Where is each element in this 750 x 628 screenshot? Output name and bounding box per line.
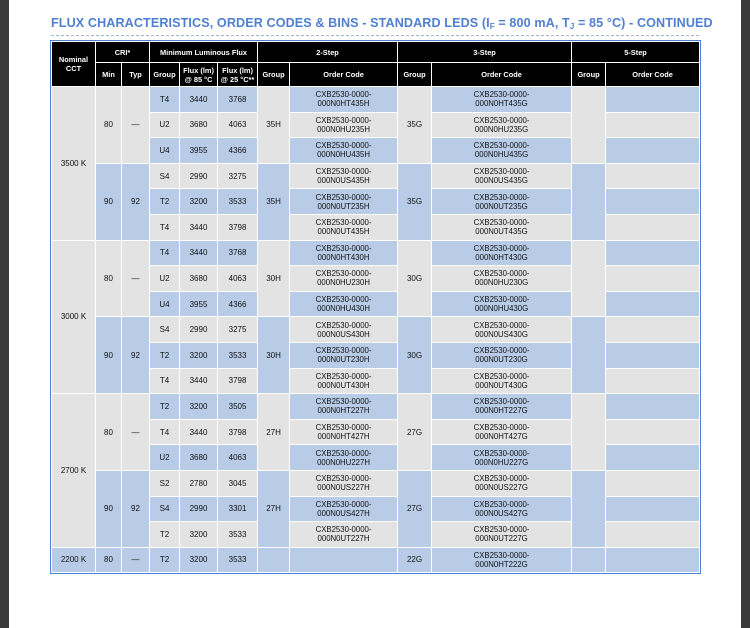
step3-group-cell: 22G: [398, 547, 432, 573]
flux-85-cell: 3955: [180, 291, 218, 317]
step5-group-cell: [572, 87, 606, 164]
flux-25-cell: 3798: [218, 214, 258, 240]
flux-group-cell: U4: [150, 138, 180, 164]
flux-table: [51, 41, 700, 573]
flux-25-cell: 3798: [218, 368, 258, 394]
step3-group-cell: 30G: [398, 317, 432, 394]
flux-85-cell: 2990: [180, 317, 218, 343]
document-page: [9, 0, 741, 628]
header-cri-min: Min: [96, 63, 122, 87]
step3-group-cell: 35G: [398, 87, 432, 164]
header-3-step: 3-Step: [398, 42, 572, 63]
step2-order-code: CXB2530-0000- 000N0UT435H: [290, 214, 398, 240]
step2-order-code: CXB2530-0000- 000N0UT235H: [290, 189, 398, 215]
flux-85-cell: 3440: [180, 240, 218, 266]
step5-order-code: [606, 163, 700, 189]
step3-order-code: CXB2530-0000- 000N0US435G: [432, 163, 572, 189]
flux-25-cell: 3275: [218, 317, 258, 343]
viewer-frame-right: [741, 0, 750, 628]
step3-group-cell: 30G: [398, 240, 432, 317]
flux-group-cell: S4: [150, 163, 180, 189]
flux-25-cell: 3301: [218, 496, 258, 522]
table-row: [52, 470, 700, 496]
step2-order-code: CXB2530-0000- 000N0US427H: [290, 496, 398, 522]
step5-group-cell: [572, 470, 606, 547]
flux-85-cell: 3440: [180, 419, 218, 445]
step3-group-cell: 27G: [398, 470, 432, 547]
header-cri: CRI*: [96, 42, 150, 63]
header-flux-group: Group: [150, 63, 180, 87]
table-row: [52, 317, 700, 343]
flux-85-cell: 3440: [180, 87, 218, 113]
flux-group-cell: T2: [150, 522, 180, 548]
step3-group-cell: 27G: [398, 394, 432, 471]
step5-order-code: [606, 266, 700, 292]
flux-25-cell: 3533: [218, 189, 258, 215]
step3-order-code: CXB2530-0000- 000N0UT430G: [432, 368, 572, 394]
step3-group-cell: 35G: [398, 163, 432, 240]
page-title: FLUX CHARACTERISTICS, ORDER CODES & BINS - STANDARD LEDS ($I_F = 800$ mA, $T_J = 85$ °C) - CONTINUED: [51, 16, 713, 31]
cct-cell: 3000 K: [52, 240, 96, 394]
step3-order-code: CXB2530-0000- 000N0US427G: [432, 496, 572, 522]
table-row: [52, 87, 700, 113]
header-5step-order-code: Order Code: [606, 63, 700, 87]
cri-typ-cell: —: [122, 240, 150, 317]
flux-85-cell: 3200: [180, 189, 218, 215]
step5-order-code: [606, 496, 700, 522]
flux-85-cell: 3680: [180, 266, 218, 292]
header-flux-25: Flux (lm) @ 25 °C**: [218, 63, 258, 87]
flux-group-cell: T4: [150, 368, 180, 394]
header-5-step: 5-Step: [572, 42, 700, 63]
flux-25-cell: 4366: [218, 291, 258, 317]
flux-group-cell: S2: [150, 470, 180, 496]
cct-cell: 2200 K: [52, 547, 96, 573]
step5-order-code: [606, 214, 700, 240]
cri-min-cell: 80: [96, 547, 122, 573]
flux-group-cell: T2: [150, 394, 180, 420]
flux-group-cell: T2: [150, 342, 180, 368]
step5-order-code: [606, 419, 700, 445]
table-body: [52, 87, 700, 573]
flux-group-cell: S4: [150, 317, 180, 343]
flux-group-cell: T4: [150, 214, 180, 240]
step5-order-code: [606, 189, 700, 215]
flux-85-cell: 2780: [180, 470, 218, 496]
step3-order-code: CXB2530-0000- 000N0HT227G: [432, 394, 572, 420]
step5-group-cell: [572, 394, 606, 471]
step3-order-code: CXB2530-0000- 000N0UT235G: [432, 189, 572, 215]
step2-order-code: CXB2530-0000- 000N0HU230H: [290, 266, 398, 292]
cct-cell: 2700 K: [52, 394, 96, 548]
step5-group-cell: [572, 163, 606, 240]
step2-order-code: CXB2530-0000- 000N0UT230H: [290, 342, 398, 368]
step5-order-code: [606, 291, 700, 317]
header-3step-order-code: Order Code: [432, 63, 572, 87]
flux-85-cell: 3200: [180, 394, 218, 420]
flux-25-cell: 4063: [218, 266, 258, 292]
step2-order-code: CXB2530-0000- 000N0HT430H: [290, 240, 398, 266]
flux-25-cell: 3768: [218, 240, 258, 266]
step2-order-code: CXB2530-0000- 000N0HU435H: [290, 138, 398, 164]
step3-order-code: CXB2530-0000- 000N0UT230G: [432, 342, 572, 368]
flux-25-cell: 3533: [218, 522, 258, 548]
step2-group-cell: 27H: [258, 394, 290, 471]
flux-group-cell: U2: [150, 266, 180, 292]
step2-order-code: CXB2530-0000- 000N0UT430H: [290, 368, 398, 394]
step5-group-cell: [572, 240, 606, 317]
flux-25-cell: 3045: [218, 470, 258, 496]
cri-typ-cell: 92: [122, 163, 150, 240]
step5-order-code: [606, 522, 700, 548]
cct-cell: 3500 K: [52, 87, 96, 241]
header-nominal-cct: Nominal CCT: [52, 42, 96, 87]
cri-typ-cell: —: [122, 87, 150, 164]
step2-group-cell: 27H: [258, 470, 290, 547]
cri-min-cell: 90: [96, 470, 122, 547]
flux-group-cell: T4: [150, 419, 180, 445]
step2-order-code: CXB2530-0000- 000N0US430H: [290, 317, 398, 343]
flux-25-cell: 3505: [218, 394, 258, 420]
step3-order-code: CXB2530-0000- 000N0US430G: [432, 317, 572, 343]
step2-order-code: CXB2530-0000- 000N0US227H: [290, 470, 398, 496]
header-min-flux: Minimum Luminous Flux: [150, 42, 258, 63]
flux-25-cell: 4366: [218, 138, 258, 164]
flux-group-cell: U2: [150, 445, 180, 471]
step5-order-code: [606, 394, 700, 420]
step5-order-code: [606, 470, 700, 496]
flux-25-cell: 3533: [218, 342, 258, 368]
header-2-step: 2-Step: [258, 42, 398, 63]
step5-order-code: [606, 342, 700, 368]
flux-85-cell: 3440: [180, 368, 218, 394]
step2-group-cell: 30H: [258, 240, 290, 317]
step3-order-code: CXB2530-0000- 000N0US227G: [432, 470, 572, 496]
step3-order-code: CXB2530-0000- 000N0HU430G: [432, 291, 572, 317]
step5-order-code: [606, 368, 700, 394]
table-row: [52, 163, 700, 189]
step2-order-code: CXB2530-0000- 000N0HT227H: [290, 394, 398, 420]
flux-group-cell: T4: [150, 240, 180, 266]
title-divider: [51, 35, 699, 36]
table-row: [52, 547, 700, 573]
flux-85-cell: 3200: [180, 522, 218, 548]
step2-group-cell: 35H: [258, 163, 290, 240]
flux-group-cell: T2: [150, 189, 180, 215]
header-flux-85: Flux (lm) @ 85 °C: [180, 63, 218, 87]
flux-group-cell: U2: [150, 112, 180, 138]
flux-85-cell: 3955: [180, 138, 218, 164]
flux-85-cell: 3680: [180, 445, 218, 471]
step3-order-code: CXB2530-0000- 000N0HT430G: [432, 240, 572, 266]
flux-group-cell: U4: [150, 291, 180, 317]
flux-25-cell: 3533: [218, 547, 258, 573]
table-row: [52, 240, 700, 266]
cri-typ-cell: 92: [122, 317, 150, 394]
header-cri-typ: Typ: [122, 63, 150, 87]
flux-25-cell: 3768: [218, 87, 258, 113]
step3-order-code: CXB2530-0000- 000N0HT435G: [432, 87, 572, 113]
viewer-frame-left: [0, 0, 9, 628]
step2-order-code: CXB2530-0000- 000N0HT435H: [290, 87, 398, 113]
flux-85-cell: 3200: [180, 342, 218, 368]
step3-order-code: CXB2530-0000- 000N0UT227G: [432, 522, 572, 548]
step2-order-code: [290, 547, 398, 573]
flux-25-cell: 4063: [218, 112, 258, 138]
header-5step-group: Group: [572, 63, 606, 87]
step2-order-code: CXB2530-0000- 000N0HU235H: [290, 112, 398, 138]
step5-order-code: [606, 445, 700, 471]
flux-85-cell: 3440: [180, 214, 218, 240]
flux-group-cell: S4: [150, 496, 180, 522]
step3-order-code: CXB2530-0000- 000N0UT435G: [432, 214, 572, 240]
table-row: [52, 394, 700, 420]
cri-min-cell: 90: [96, 163, 122, 240]
cri-typ-cell: —: [122, 547, 150, 573]
step2-group-cell: [258, 547, 290, 573]
cri-min-cell: 80: [96, 87, 122, 164]
cri-typ-cell: —: [122, 394, 150, 471]
flux-group-cell: T2: [150, 547, 180, 573]
step2-order-code: CXB2530-0000- 000N0HU227H: [290, 445, 398, 471]
flux-85-cell: 2990: [180, 163, 218, 189]
step3-order-code: CXB2530-0000- 000N0HU227G: [432, 445, 572, 471]
header-2step-order-code: Order Code: [290, 63, 398, 87]
step5-order-code: [606, 240, 700, 266]
flux-group-cell: T4: [150, 87, 180, 113]
header-3step-group: Group: [398, 63, 432, 87]
step5-group-cell: [572, 547, 606, 573]
step3-order-code: CXB2530-0000- 000N0HT222G: [432, 547, 572, 573]
step5-group-cell: [572, 317, 606, 394]
step5-order-code: [606, 138, 700, 164]
step2-group-cell: 30H: [258, 317, 290, 394]
header-2step-group: Group: [258, 63, 290, 87]
step3-order-code: CXB2530-0000- 000N0HU435G: [432, 138, 572, 164]
cri-min-cell: 80: [96, 394, 122, 471]
step2-order-code: CXB2530-0000- 000N0US435H: [290, 163, 398, 189]
step2-order-code: CXB2530-0000- 000N0HT427H: [290, 419, 398, 445]
flux-85-cell: 3200: [180, 547, 218, 573]
step2-order-code: CXB2530-0000- 000N0UT227H: [290, 522, 398, 548]
step5-order-code: [606, 87, 700, 113]
step3-order-code: CXB2530-0000- 000N0HU230G: [432, 266, 572, 292]
cri-typ-cell: 92: [122, 470, 150, 547]
cri-min-cell: 90: [96, 317, 122, 394]
step3-order-code: CXB2530-0000- 000N0HT427G: [432, 419, 572, 445]
flux-85-cell: 3680: [180, 112, 218, 138]
step2-order-code: CXB2530-0000- 000N0HU430H: [290, 291, 398, 317]
flux-25-cell: 4063: [218, 445, 258, 471]
cri-min-cell: 80: [96, 240, 122, 317]
flux-85-cell: 2990: [180, 496, 218, 522]
step5-order-code: [606, 112, 700, 138]
step2-group-cell: 35H: [258, 87, 290, 164]
step5-order-code: [606, 547, 700, 573]
step5-order-code: [606, 317, 700, 343]
flux-25-cell: 3275: [218, 163, 258, 189]
step3-order-code: CXB2530-0000- 000N0HU235G: [432, 112, 572, 138]
flux-25-cell: 3798: [218, 419, 258, 445]
